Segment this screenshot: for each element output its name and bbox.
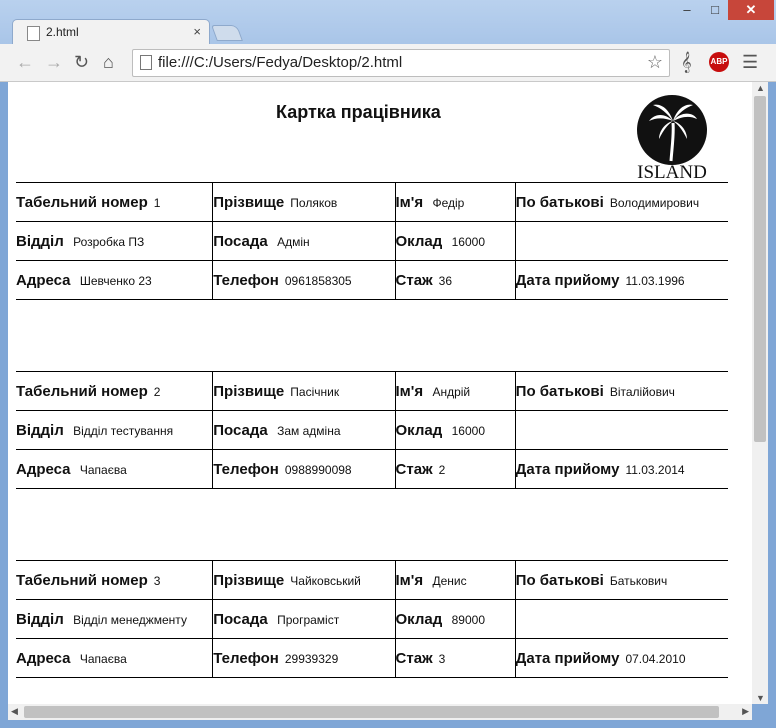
salary-value: 16000 xyxy=(451,423,485,438)
vertical-scrollbar[interactable] xyxy=(752,82,768,704)
phone-value: 29939329 xyxy=(284,651,339,666)
page-title: Картка працівника xyxy=(276,102,441,122)
hire-date-label: Дата прийому xyxy=(515,649,620,667)
position-cell xyxy=(213,222,395,261)
empty-cell xyxy=(515,222,728,261)
department-value: Розробка ПЗ xyxy=(73,234,145,249)
minimize-button[interactable]: – xyxy=(683,2,691,17)
url-text: file:///C:/Users/Fedya/Desktop/2.html xyxy=(158,54,403,71)
surname-label: Прізвище xyxy=(213,193,285,211)
new-tab-button[interactable] xyxy=(211,25,243,41)
empty-cell xyxy=(515,411,728,450)
address-value: Шевченко 23 xyxy=(79,273,152,288)
department-label: Відділ xyxy=(16,232,64,250)
surname-cell xyxy=(213,183,395,222)
adblock-icon[interactable]: ABP xyxy=(709,52,729,72)
id-cell xyxy=(16,183,213,222)
department-label: Відділ xyxy=(16,610,64,628)
hire-date-cell xyxy=(515,261,728,300)
address-cell xyxy=(16,639,213,678)
island-logo xyxy=(635,89,711,181)
tab-close-icon[interactable]: × xyxy=(193,24,201,39)
surname-value: Поляков xyxy=(290,195,338,210)
id-value: 3 xyxy=(153,573,161,588)
experience-label: Стаж xyxy=(395,649,433,667)
scroll-down-arrow-icon[interactable]: ▼ xyxy=(756,693,765,703)
patronymic-label: По батькові xyxy=(515,382,604,400)
experience-label: Стаж xyxy=(395,460,433,478)
experience-label: Стаж xyxy=(395,271,433,289)
experience-value: 36 xyxy=(438,273,453,288)
horizontal-scroll-thumb[interactable] xyxy=(24,706,719,718)
name-label: Ім'я xyxy=(395,571,424,589)
employee-card xyxy=(16,371,728,489)
hire-date-cell xyxy=(515,639,728,678)
name-cell xyxy=(395,372,515,411)
id-value: 2 xyxy=(153,384,161,399)
name-cell xyxy=(395,183,515,222)
employee-card xyxy=(16,560,728,678)
hire-date-label: Дата прийому xyxy=(515,460,620,478)
address-value: Чапаєва xyxy=(79,651,127,666)
hire-date-label: Дата прийому xyxy=(515,271,620,289)
department-value: Відділ тестування xyxy=(73,423,174,438)
salary-label: Оклад xyxy=(395,610,443,628)
id-cell xyxy=(16,372,213,411)
patronymic-value: Віталійович xyxy=(609,384,675,399)
experience-value: 2 xyxy=(438,462,446,477)
phone-cell xyxy=(213,639,395,678)
page-icon xyxy=(27,26,40,41)
employee-card xyxy=(16,182,728,300)
experience-value: 3 xyxy=(438,651,446,666)
scroll-left-arrow-icon[interactable]: ◀ xyxy=(11,706,18,716)
tab-title: 2.html xyxy=(46,25,79,39)
salary-cell xyxy=(395,600,515,639)
patronymic-label: По батькові xyxy=(515,193,604,211)
hire-date-value: 07.04.2010 xyxy=(625,651,686,666)
logo-text: ISLAND xyxy=(637,162,707,181)
name-value: Федір xyxy=(432,195,465,210)
id-label: Табельний номер xyxy=(16,382,148,400)
department-cell xyxy=(16,411,213,450)
address-value: Чапаєва xyxy=(79,462,127,477)
address-label: Адреса xyxy=(16,649,71,667)
surname-value: Чайковський xyxy=(290,573,361,588)
browser-toolbar xyxy=(0,44,776,82)
salary-value: 89000 xyxy=(451,612,485,627)
phone-label: Телефон xyxy=(213,271,279,289)
maximize-button[interactable]: □ xyxy=(711,2,719,17)
patronymic-value: Батькович xyxy=(609,573,668,588)
address-label: Адреса xyxy=(16,460,71,478)
name-cell xyxy=(395,561,515,600)
empty-cell xyxy=(515,600,728,639)
page-icon xyxy=(140,55,152,70)
scroll-up-arrow-icon[interactable]: ▲ xyxy=(756,83,765,93)
back-arrow-icon[interactable]: ← xyxy=(16,52,34,72)
position-label: Посада xyxy=(213,232,268,250)
id-value: 1 xyxy=(153,195,161,210)
id-cell xyxy=(16,561,213,600)
position-label: Посада xyxy=(213,421,268,439)
home-icon[interactable]: ⌂ xyxy=(103,52,114,72)
surname-cell xyxy=(213,561,395,600)
window-close-button[interactable]: ✕ xyxy=(728,0,774,20)
vertical-scroll-thumb[interactable] xyxy=(754,96,766,442)
phone-value: 0988990098 xyxy=(284,462,352,477)
hire-date-value: 11.03.1996 xyxy=(625,273,685,288)
address-label: Адреса xyxy=(16,271,71,289)
patronymic-cell xyxy=(515,372,728,411)
surname-value: Пасічник xyxy=(290,384,340,399)
position-value: Адмін xyxy=(277,234,310,249)
salary-label: Оклад xyxy=(395,232,443,250)
id-label: Табельний номер xyxy=(16,571,148,589)
bookmark-star-icon[interactable]: ☆ xyxy=(646,52,663,72)
name-value: Андрій xyxy=(432,384,471,399)
phone-label: Телефон xyxy=(213,460,279,478)
position-value: Програміст xyxy=(277,612,340,627)
experience-cell xyxy=(395,450,515,489)
hire-date-value: 11.03.2014 xyxy=(625,462,685,477)
hire-date-cell xyxy=(515,450,728,489)
phone-label: Телефон xyxy=(213,649,279,667)
department-cell xyxy=(16,600,213,639)
patronymic-cell xyxy=(515,561,728,600)
address-cell xyxy=(16,450,213,489)
department-label: Відділ xyxy=(16,421,64,439)
surname-label: Прізвище xyxy=(213,571,285,589)
phone-cell xyxy=(213,450,395,489)
patronymic-value: Володимирович xyxy=(609,195,700,210)
forward-arrow-icon[interactable]: → xyxy=(45,52,63,72)
horizontal-scrollbar[interactable] xyxy=(8,704,752,720)
name-label: Ім'я xyxy=(395,382,424,400)
department-value: Відділ менеджменту xyxy=(73,612,187,627)
address-cell xyxy=(16,261,213,300)
page-viewport xyxy=(8,82,752,704)
position-label: Посада xyxy=(213,610,268,628)
patronymic-cell xyxy=(515,183,728,222)
position-value: Зам адміна xyxy=(277,423,341,438)
salary-label: Оклад xyxy=(395,421,443,439)
salary-cell xyxy=(395,411,515,450)
reload-icon[interactable]: ↻ xyxy=(74,52,90,72)
experience-cell xyxy=(395,639,515,678)
scroll-right-arrow-icon[interactable]: ▶ xyxy=(742,706,749,716)
patronymic-label: По батькові xyxy=(515,571,604,589)
id-label: Табельний номер xyxy=(16,193,148,211)
phone-cell xyxy=(213,261,395,300)
menu-icon[interactable]: ☰ xyxy=(742,52,759,72)
tab-bar xyxy=(0,0,776,44)
phone-value: 0961858305 xyxy=(284,273,352,288)
position-cell xyxy=(213,600,395,639)
department-cell xyxy=(16,222,213,261)
address-bar[interactable] xyxy=(132,49,670,77)
surname-label: Прізвище xyxy=(213,382,285,400)
salary-value: 16000 xyxy=(451,234,485,249)
surname-cell xyxy=(213,372,395,411)
experience-cell xyxy=(395,261,515,300)
music-note-icon[interactable]: 𝄞 xyxy=(681,52,692,72)
name-value: Денис xyxy=(432,573,467,588)
name-label: Ім'я xyxy=(395,193,424,211)
tab-active[interactable] xyxy=(12,19,210,46)
position-cell xyxy=(213,411,395,450)
salary-cell xyxy=(395,222,515,261)
